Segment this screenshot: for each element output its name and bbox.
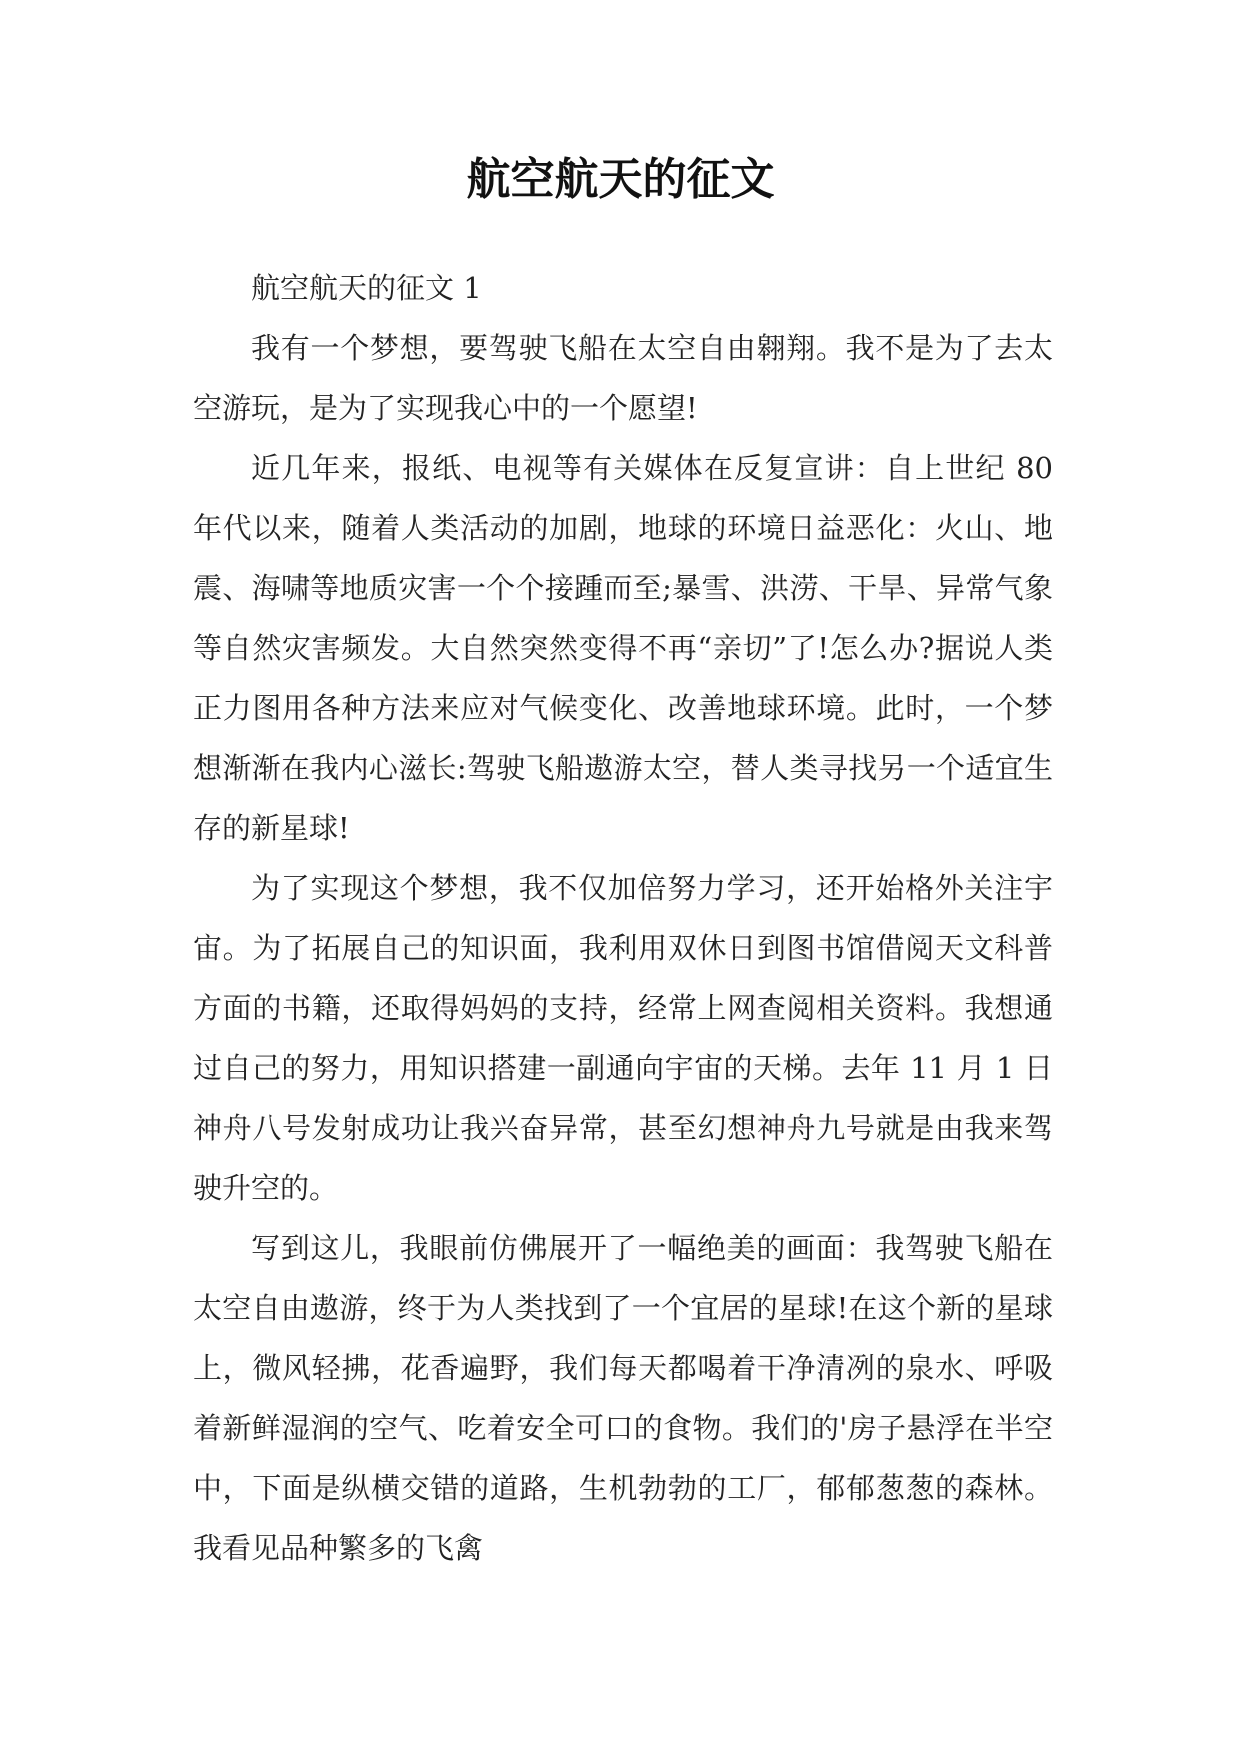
document-title: 航空航天的征文 xyxy=(466,154,775,205)
paragraph: 为了实现这个梦想，我不仅加倍努力学习，还开始格外关注宇宙。为了拓展自己的知识面，我利用双休日到图书馆借阅天文科普方面的书籍，还取得妈妈的支持，经常上网查阅相关资料。我想通过自己的努力，用知识搭建一副通向宇宙的天梯。去年 11 月 1 日神舟八号发射成功让我兴奋异常，甚至幻想神舟九号就是由我来驾驶升空的。 xyxy=(193,871,1053,1205)
paragraph: 写到这儿，我眼前仿佛展开了一幅绝美的画面：我驾驶飞船在太空自由遨游，终于为人类找到了一个宜居的星球!在这个新的星球上，微风轻拂，花香遍野，我们每天都喝着干净清冽的泉水、呼吸着新鲜湿润的空气、吃着安全可口的食物。我们的'房子悬浮在半空中，下面是纵横交错的道路，生机勃勃的工厂，郁郁葱葱的森林。我看见品种繁多的飞禽 xyxy=(193,1231,1053,1565)
paragraph: 我有一个梦想，要驾驶飞船在太空自由翱翔。我不是为了去太空游玩，是为了实现我心中的一个愿望! xyxy=(193,331,1053,425)
paragraph: 近几年来，报纸、电视等有关媒体在反复宣讲：自上世纪 80 年代以来，随着人类活动的加剧，地球的环境日益恶化：火山、地震、海啸等地质灾害一个个接踵而至;暴雪、洪涝、干旱、异常气象等自然灾害频发。大自然突然变得不再“亲切”了!怎么办?据说人类正力图用各种方法来应对气候变化、改善地球环境。此时，一个梦想渐渐在我内心滋长:驾驶飞船遨游太空，替人类寻找另一个适宜生存的新星球! xyxy=(193,451,1053,845)
section-heading: 航空航天的征文 1 xyxy=(251,271,482,305)
document-body xyxy=(193,258,1053,1578)
